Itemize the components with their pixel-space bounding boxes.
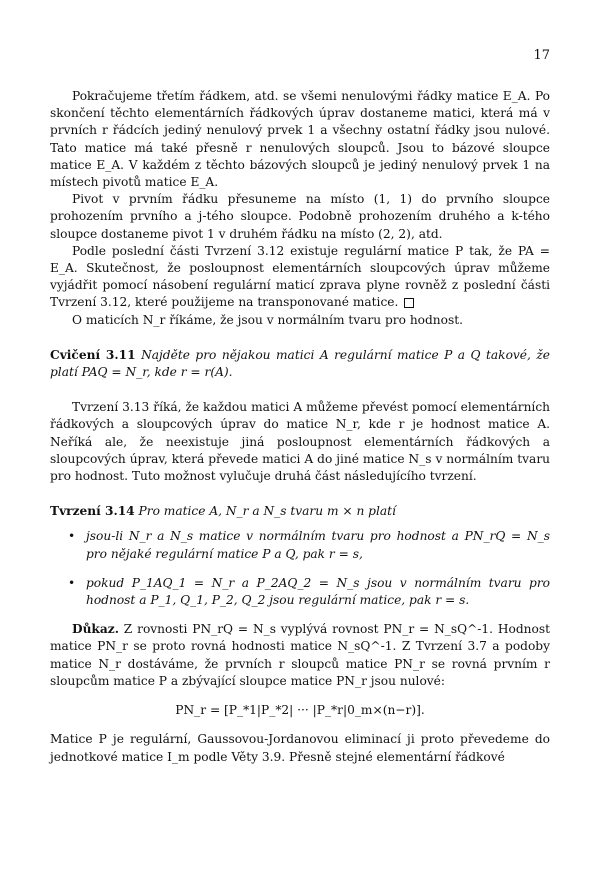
theorem-item: • jsou-li N_r a N_s matice v normálním tvaru pro hodnost a PN_rQ = N_s pro nějaké regulární matice P a Q, pak r = s, bbox=[86, 528, 550, 562]
theorem-list bbox=[50, 528, 550, 609]
proof-text: Z rovnosti PN_rQ = N_s vyplývá rovnost PN_r = N_sQ^-1. Hodnost matice PN_r se proto rovná hodnosti matice N_sQ^-1. Z Tvrzení 3.7 a podoby matice N_r dostáváme, že prvních r sloupců matice PN_r se rovná prvním r sloupcům matice P a zbývající sloupce matice PN_r jsou nulové: bbox=[50, 622, 551, 688]
theorem-intro: Pro matice A, N_r a N_s tvaru m × n platí bbox=[138, 504, 396, 519]
theorem-title: Tvrzení 3.14 bbox=[50, 504, 135, 519]
paragraph-4: O maticích N_r říkáme, že jsou v normálním tvaru pro hodnost. bbox=[72, 312, 464, 327]
exercise bbox=[50, 347, 550, 381]
theorem-item: • pokud P_1AQ_1 = N_r a P_2AQ_2 = N_s jsou v normálním tvaru pro hodnost a P_1, Q_1, P_2, Q_2 jsou regulární matice, pak r = s. bbox=[86, 575, 550, 609]
proof bbox=[50, 621, 550, 690]
exercise-title: Cvičení 3.11 bbox=[50, 347, 136, 362]
paragraph-1: Pokračujeme třetím řádkem, atd. se všemi nenulovými řádky matice E_A. Po skončení těchto elementárních řádkových úprav dostaneme matici, která má v prvních r řádcích jediný nenulový prvek 1 a všechny ostatní řádky jsou nulové. Tato matice má také přesně r nenulových sloupců. Jsou to bázové sloupce matice E_A. V každém z těchto bázových sloupců je jediný nenulový prvek 1 na místech pivotů matice E_A. bbox=[50, 89, 550, 190]
paragraph-3 bbox=[50, 243, 550, 312]
paragraph-2: Pivot v prvním řádku přesuneme na místo (1, 1) do prvního sloupce prohozením prvního a j-tého sloupce. Podobně prohozením druhého a k-tého sloupce dostaneme pivot 1 v druhém řádku na místo (2, 2), atd. bbox=[50, 192, 550, 241]
qed-square-icon bbox=[404, 298, 414, 308]
paragraph-3-text: Podle poslední části Tvrzení 3.12 existuje regulární matice P tak, že PA = E_A. Skutečnost, že posloupnost elementárních sloupcových úprav můžeme vyjádřit pomocí násobení regulární maticí zprava plyne rovněž z poslední části Tvrzení 3.12, které použijeme na transponované matice. bbox=[50, 243, 550, 310]
paragraph-5: Tvrzení 3.13 říká, že každou matici A můžeme převést pomocí elementárních řádkových a sloupcových úprav do matice N_r, kde r je hodnost matice A. Neříká ale, že neexistuje jiná posloupnost elementárních řádkových a sloupcových úprav, která převede matici A do jiné matice N_s v normálním tvaru pro hodnost. Tuto možnost vylučuje druhá část následujícího tvrzení. bbox=[50, 400, 550, 484]
exercise-text: Najděte pro nějakou matici A regulární matice P a Q takové, že platí PAQ = N_r, kde r = r(A). bbox=[50, 347, 550, 380]
page-content bbox=[50, 88, 550, 766]
theorem bbox=[50, 503, 550, 520]
proof-title: Důkaz. bbox=[72, 622, 119, 637]
page-number: 17 bbox=[533, 48, 550, 63]
proof-continuation: Matice P je regulární, Gaussovou-Jordanovou eliminací ji proto převedeme do jednotkové matice I_m podle Věty 3.9. Přesně stejné elementární řádkové bbox=[50, 732, 550, 764]
proof-equation: PN_r = [P_*1|P_*2| ··· |P_*r|0_m×(n−r)]. bbox=[175, 703, 425, 718]
